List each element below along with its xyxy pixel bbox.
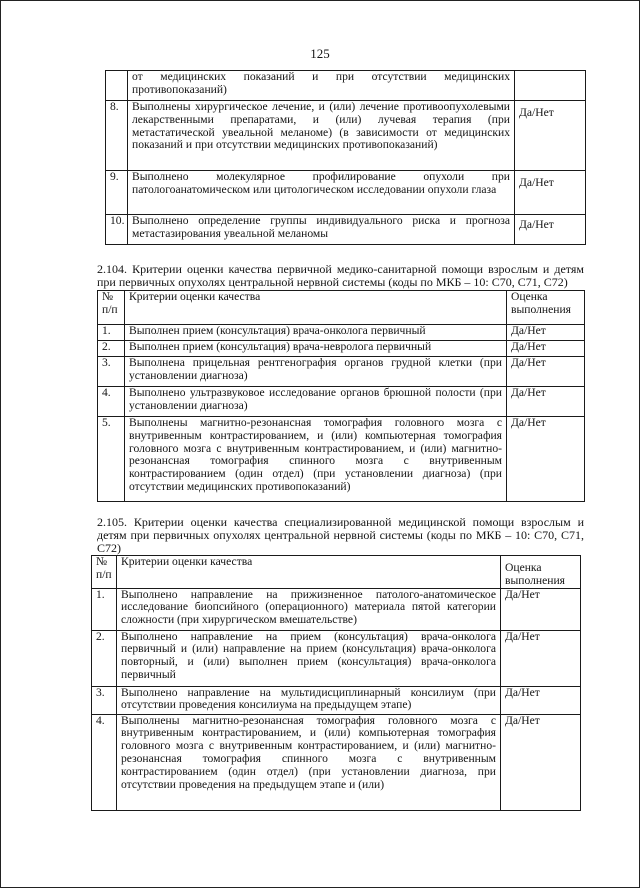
row-number: 4.: [98, 387, 125, 417]
row-criteria: Выполнены хирургическое лечение, и (или) лечение противоопухолевыми лекарственными препаратами, и (или) лучевая терапия (при метастатической увеальной меланоме) (в зависимости от медицинских показаний и при отсутствии медицинских противопоказаний): [128, 101, 515, 171]
table-header-row: [92, 556, 581, 589]
table-row: [98, 417, 585, 502]
row-criteria: Выполнено молекулярное профилирование опухоли при патологоанатомическом или цитологическом исследовании опухоли глаза: [128, 171, 515, 215]
row-answer: Да/Нет: [507, 325, 585, 341]
table-row: [98, 387, 585, 417]
table-row: [106, 71, 586, 101]
table-row: [106, 215, 586, 245]
row-number: 2.: [98, 341, 125, 357]
row-answer: Да/Нет: [501, 714, 581, 810]
row-number: 1.: [98, 325, 125, 341]
criteria-table-continued: [105, 70, 586, 245]
row-answer: Да/Нет: [501, 686, 581, 714]
row-criteria: Выполнено ультразвуковое исследование органов брюшной полости (при установлении диагноза): [125, 387, 507, 417]
row-answer: Да/Нет: [507, 357, 585, 387]
table-row: [92, 630, 581, 686]
row-criteria: Выполнены магнитно-резонансная томография головного мозга с внутривенным контрастированием, и (или) компьютерная томография головного мозга с внутривенным контрастированием, и (или) магнитно-резонансная томография спинного мозга с внутривенным контрастированием (один отдел) (при установлении диагноза) (при отсутствии медицинских противопоказаний): [125, 417, 507, 502]
row-criteria: Выполнено определение группы индивидуального риска и прогноза метастазирования увеальной меланомы: [128, 215, 515, 245]
row-answer: Да/Нет: [501, 630, 581, 686]
criteria-table-2-105: [91, 555, 581, 811]
row-criteria: Выполнено направление на прием (консультация) врача-онколога первичный и (или) направление на прием (консультация) врача-онколога повторный, и (или) выполнен прием (консультация) врача-онколога первичный: [117, 630, 501, 686]
row-answer: [515, 71, 586, 101]
row-number: 8.: [106, 101, 128, 171]
criteria-table-2-104: [97, 290, 585, 502]
row-answer: Да/Нет: [515, 215, 586, 245]
table-row: [92, 686, 581, 714]
header-assessment: Оценка выполнения: [501, 556, 581, 589]
table-row: [98, 357, 585, 387]
table-row: [106, 171, 586, 215]
table-row: [92, 588, 581, 630]
row-number: 5.: [98, 417, 125, 502]
row-number: 1.: [92, 588, 117, 630]
row-criteria: от медицинских показаний и при отсутствии медицинских противопоказаний): [128, 71, 515, 101]
table-header-row: [98, 291, 585, 325]
row-number: 10.: [106, 215, 128, 245]
header-number: № п/п: [98, 291, 125, 325]
table-row: [98, 325, 585, 341]
table-row: [98, 341, 585, 357]
row-answer: Да/Нет: [507, 417, 585, 502]
row-number: 9.: [106, 171, 128, 215]
row-criteria: Выполнена прицельная рентгенография органов грудной клетки (при установлении диагноза): [125, 357, 507, 387]
row-answer: Да/Нет: [515, 171, 586, 215]
row-criteria: Выполнено направление на прижизненное патолого-анатомическое исследование биопсийного (операционного) материала пятой категории сложности (при хирургическом вмешательстве): [117, 588, 501, 630]
header-assessment: Оценка выполнения: [507, 291, 585, 325]
section-heading-2-105: 2.105. Критерии оценки качества специализированной медицинской помощи взрослым и детям при первичных опухолях центральной нервной системы (коды по МКБ – 10: С70, С71, С72): [97, 515, 584, 555]
row-criteria: Выполнен прием (консультация) врача-онколога первичный: [125, 325, 507, 341]
header-criteria: Критерии оценки качества: [125, 291, 507, 325]
header-number: № п/п: [92, 556, 117, 589]
row-answer: Да/Нет: [515, 101, 586, 171]
row-number: 3.: [92, 686, 117, 714]
row-criteria: Выполнен прием (консультация) врача-невролога первичный: [125, 341, 507, 357]
row-number: 4.: [92, 714, 117, 810]
row-criteria: Выполнены магнитно-резонансная томография головного мозга с внутривенным контрастированием, и (или) компьютерная томография головного мозга с внутривенным контрастированием, и (или) магнитно-резонансная томография спинного мозга с внутривенным контрастированием (один отдел) (при установлении диагноза, при отсутствии проведения на предыдущем этапе и (или): [117, 714, 501, 810]
table-row: [92, 714, 581, 810]
row-number: [106, 71, 128, 101]
table-row: [106, 101, 586, 171]
page-number: 125: [310, 46, 330, 61]
section-heading-2-104: 2.104. Критерии оценки качества первичной медико-санитарной помощи взрослым и детям при первичных опухолях центральной нервной системы (коды по МКБ – 10: С70, С71, С72): [97, 262, 584, 289]
header-criteria: Критерии оценки качества: [117, 556, 501, 589]
row-number: 3.: [98, 357, 125, 387]
row-answer: Да/Нет: [507, 341, 585, 357]
row-answer: Да/Нет: [501, 588, 581, 630]
row-answer: Да/Нет: [507, 387, 585, 417]
row-criteria: Выполнено направление на мультидисциплинарный консилиум (при отсутствии проведения консилиума на предыдущем этапе): [117, 686, 501, 714]
row-number: 2.: [92, 630, 117, 686]
